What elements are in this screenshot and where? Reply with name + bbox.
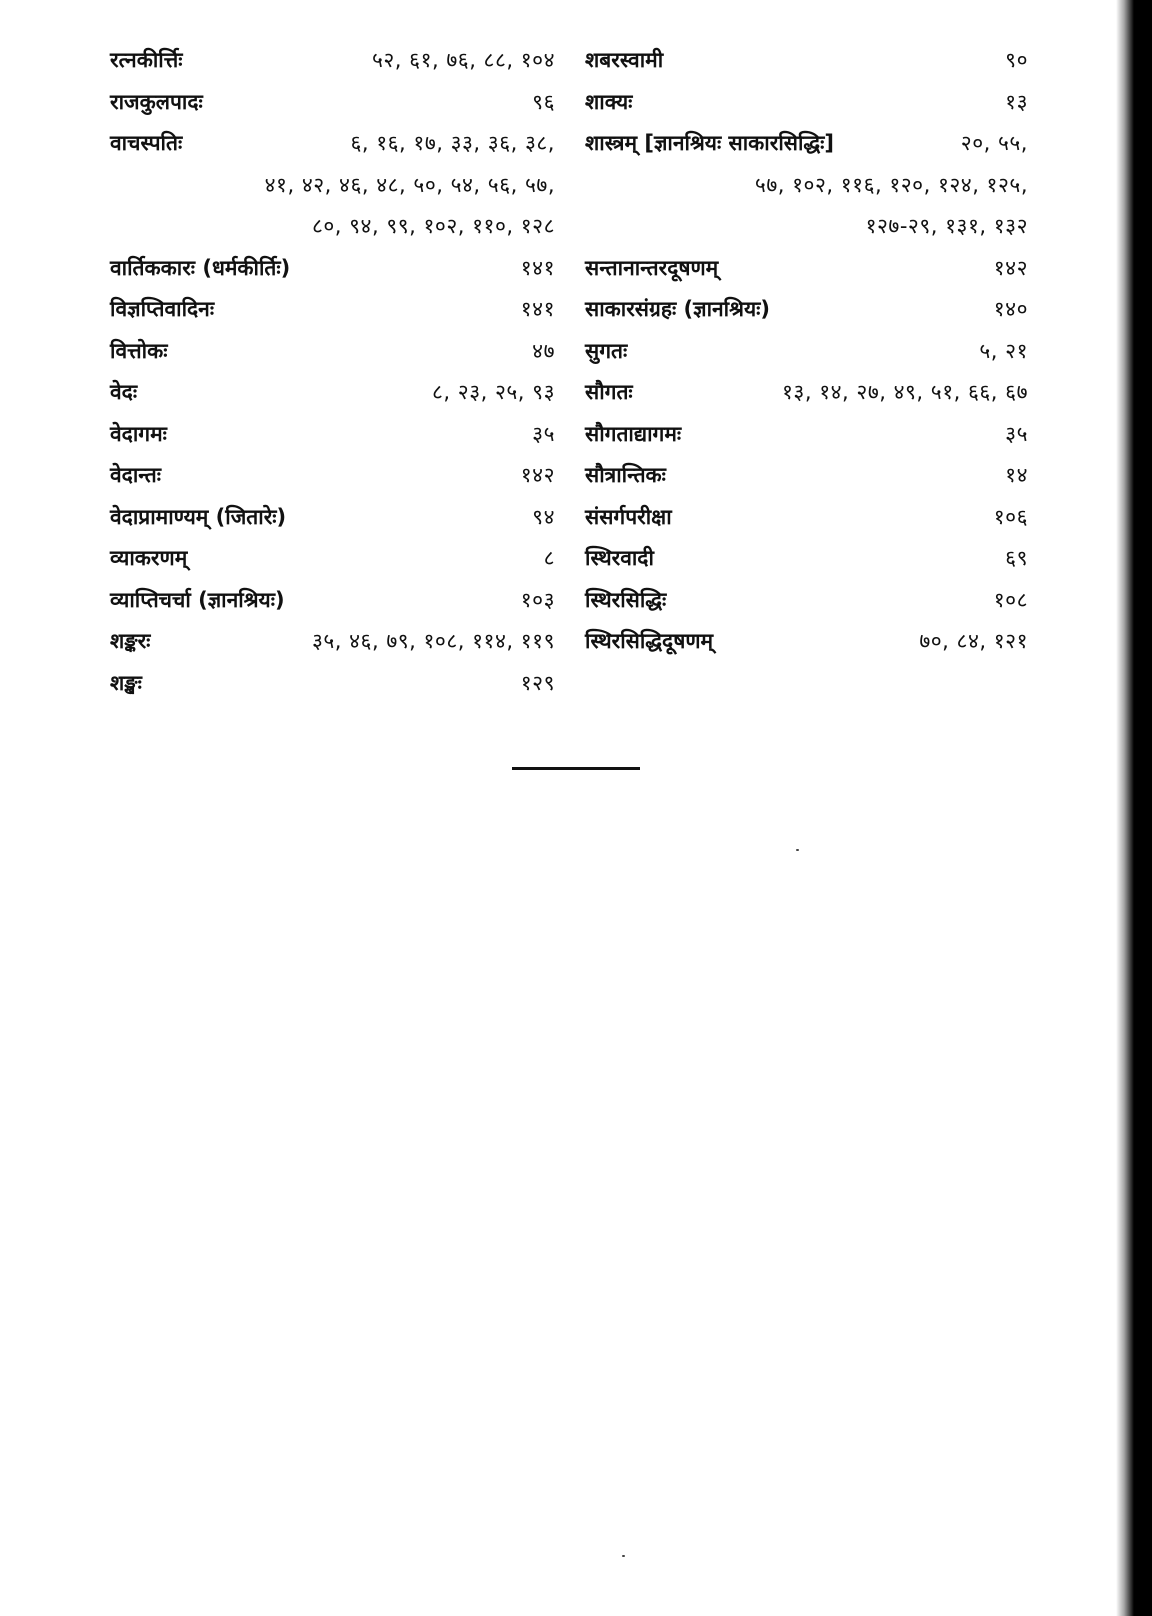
index-term: सौत्रान्तिकः [585, 463, 666, 487]
page-references: ५, २१ [979, 338, 1028, 363]
index-term: सन्तानान्तरदूषणम् [585, 255, 719, 280]
index-term: राजकुलपादः [110, 89, 203, 114]
index-entry-line [585, 248, 1028, 290]
page-references: ४७ [532, 338, 555, 363]
page-references-continued: ८०, ९४, ९९, १०२, ११०, १२८ [311, 214, 555, 238]
index-entry [585, 289, 1028, 331]
index-entry [110, 331, 555, 373]
index-entry-line [110, 621, 555, 663]
page-references: २०, ५५, [960, 131, 1028, 155]
index-term: वेदाप्रामाण्यम् (जितारेः) [110, 504, 287, 529]
index-term: शाक्यः [585, 89, 633, 114]
index-entry-line [110, 497, 555, 539]
index-term: सौगतः [585, 380, 633, 404]
index-entry [110, 372, 555, 414]
index-entry [110, 621, 555, 663]
index-term: संसर्गपरीक्षा [585, 504, 672, 529]
index-entry-line [585, 123, 1028, 165]
page-references: १४२ [520, 463, 555, 487]
index-entry [110, 414, 555, 456]
index-entry-line [585, 580, 1028, 622]
index-term: स्थिरसिद्धिदूषणम् [585, 629, 714, 653]
index-entry-line [110, 82, 555, 124]
index-entry-line [585, 372, 1028, 414]
index-entry [585, 621, 1028, 663]
index-entry [110, 82, 555, 124]
page-references: ३५ [1005, 421, 1028, 446]
page-references: ९६ [532, 89, 555, 114]
index-term: वेदागमः [110, 421, 167, 446]
scan-speck [622, 1555, 625, 1557]
index-term: स्थिरवादी [585, 546, 654, 570]
index-entry [110, 455, 555, 497]
left-index-column [110, 40, 555, 704]
index-term: शङ्करः [110, 629, 151, 653]
index-entry [110, 580, 555, 622]
index-entry [585, 331, 1028, 373]
index-entry-line [585, 497, 1028, 539]
index-entry-line [110, 455, 555, 497]
index-entry-line [585, 40, 1028, 82]
index-entry-line [110, 538, 555, 580]
index-entry-line [585, 331, 1028, 373]
index-entry [585, 580, 1028, 622]
index-entry-line [585, 289, 1028, 331]
index-entry [110, 663, 555, 705]
page-references: ३५, ४६, ७९, १०८, ११४, ११९ [311, 629, 555, 653]
index-term: सुगतः [585, 338, 628, 363]
index-term: विज्ञप्तिवादिनः [110, 297, 215, 321]
index-entry-line [585, 538, 1028, 580]
page-references: ६९ [1005, 546, 1028, 570]
index-term: शबरस्वामी [585, 48, 664, 72]
page-references: ३५ [532, 421, 555, 446]
index-entry [585, 414, 1028, 456]
index-entry [585, 497, 1028, 539]
page-references: ८, २३, २५, ९३ [432, 380, 555, 404]
index-entry [110, 40, 555, 82]
page-references: १०८ [993, 587, 1028, 612]
index-entry [110, 248, 555, 290]
index-term: शङ्खः [110, 670, 142, 695]
page-references: ६, १६, १७, ३३, ३६, ३८, [350, 131, 555, 155]
page-references: १४२ [993, 255, 1028, 280]
index-entry-line [110, 40, 555, 82]
page-references: १४१ [520, 255, 555, 280]
index-entry-line [110, 414, 555, 456]
page-references: १४० [993, 297, 1028, 321]
index-entry-line [585, 82, 1028, 124]
index-term: शास्त्रम् [ज्ञानश्रियः साकारसिद्धिः] [585, 131, 835, 155]
index-entry [585, 248, 1028, 290]
page-references: ९० [1005, 48, 1028, 72]
section-end-rule [512, 767, 640, 770]
index-entry-line [110, 331, 555, 373]
scan-speck [796, 849, 799, 851]
page-references: १४१ [520, 297, 555, 321]
index-entry-line [585, 414, 1028, 456]
index-entry [110, 497, 555, 539]
page-references-continued: ४१, ४२, ४६, ४८, ५०, ५४, ५६, ५७, [264, 172, 555, 197]
index-entry-line [110, 248, 555, 290]
index-entry [585, 455, 1028, 497]
index-entry-line [110, 372, 555, 414]
index-entry [585, 82, 1028, 124]
index-term: वाचस्पतिः [110, 131, 183, 155]
right-index-column [585, 40, 1028, 663]
index-entry-line [585, 621, 1028, 663]
page-references: १०६ [993, 504, 1028, 529]
index-entry [110, 538, 555, 580]
index-term: वेदान्तः [110, 463, 161, 487]
page-references: १३, १४, २७, ४९, ५१, ६६, ६७ [782, 380, 1028, 404]
page-references: १४ [1005, 463, 1028, 487]
index-entry [585, 372, 1028, 414]
page-references: ८ [543, 546, 555, 570]
index-term: व्याकरणम् [110, 546, 188, 570]
index-entry-line [585, 455, 1028, 497]
page-references: १२९ [520, 670, 555, 695]
page-references-continued: ५७, १०२, ११६, १२०, १२४, १२५, [754, 172, 1028, 197]
scan-edge-shadow [1116, 0, 1152, 1616]
index-entry-line [110, 580, 555, 622]
index-term: वित्तोकः [110, 338, 168, 363]
index-entry [110, 289, 555, 331]
page-references: १३ [1005, 89, 1028, 114]
page-references: ७०, ८४, १२१ [919, 629, 1028, 653]
page-references: १०३ [520, 587, 555, 612]
index-entry-line [110, 289, 555, 331]
index-entry [585, 40, 1028, 82]
index-entry-line [110, 123, 555, 165]
page-references: ९४ [532, 504, 555, 529]
index-entry-line [110, 663, 555, 705]
index-term: साकारसंग्रहः (ज्ञानश्रियः) [585, 297, 771, 321]
page-references: ५२, ६१, ७६, ८८, १०४ [371, 48, 555, 72]
index-entry [110, 123, 555, 248]
index-term: स्थिरसिद्धिः [585, 587, 667, 612]
index-entry [585, 538, 1028, 580]
page-references-continued: १२७-२९, १३१, १३२ [865, 214, 1028, 238]
index-term: वेदः [110, 380, 138, 404]
index-term: सौगताद्यागमः [585, 421, 682, 446]
index-term: वार्तिककारः (धर्मकीर्तिः) [110, 255, 291, 280]
index-term: रत्नकीर्त्तिः [110, 48, 183, 72]
index-term: व्याप्तिचर्चा (ज्ञानश्रियः) [110, 587, 285, 612]
index-entry [585, 123, 1028, 248]
